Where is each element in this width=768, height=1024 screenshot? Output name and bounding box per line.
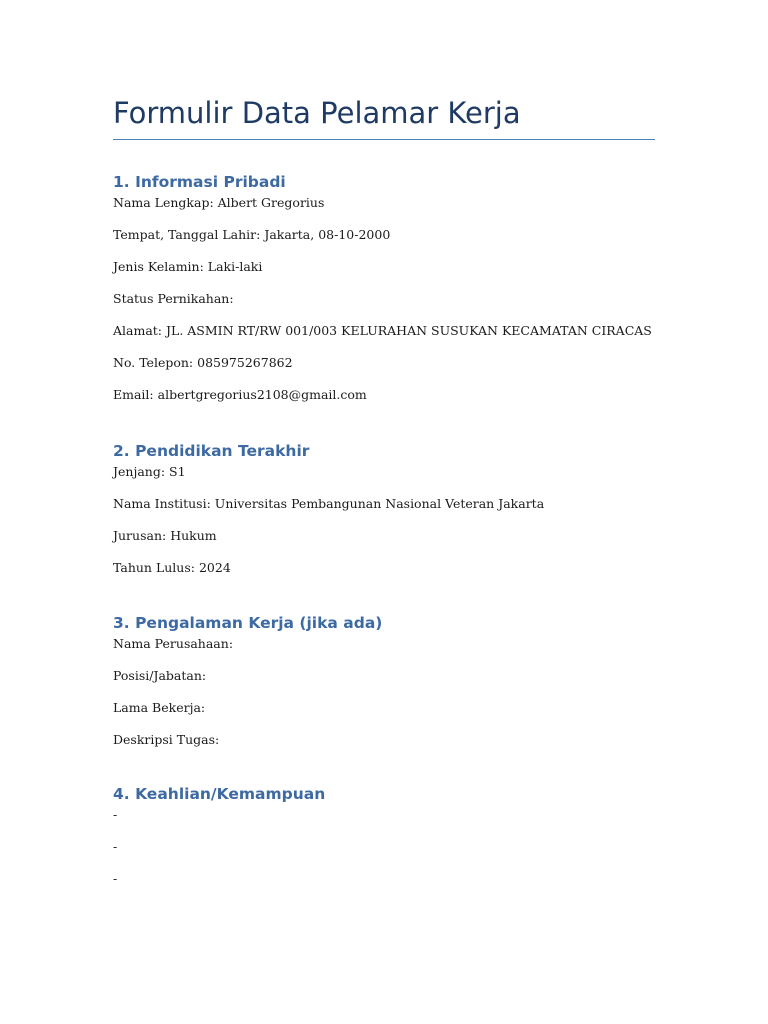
section-skills — [113, 783, 673, 901]
field-graduation-year — [113, 558, 673, 590]
field-label: Jenjang: — [113, 464, 166, 479]
field-value: S1 — [169, 464, 186, 479]
field-company-name — [113, 634, 673, 666]
section-personal-info — [113, 171, 673, 417]
field-label: Nama Institusi: — [113, 496, 211, 511]
field-label: Jenis Kelamin: — [113, 259, 204, 274]
skill-item: - — [113, 839, 118, 854]
field-major — [113, 526, 673, 558]
field-value: Universitas Pembangunan Nasional Veteran Jakarta — [214, 496, 545, 511]
field-value: Jakarta, 08-10-2000 — [264, 227, 391, 242]
section-heading-education: 2. Pendidikan Terakhir — [113, 442, 310, 460]
field-value: Hukum — [170, 528, 217, 543]
field-label: Deskripsi Tugas: — [113, 732, 220, 747]
section-heading-experience: 3. Pengalaman Kerja (jika ada) — [113, 614, 383, 632]
field-job-description — [113, 730, 673, 762]
field-label: Lama Bekerja: — [113, 700, 206, 715]
field-value: albertgregorius2108@gmail.com — [157, 387, 367, 402]
field-label: Tahun Lulus: — [113, 560, 195, 575]
section-heading-personal: 1. Informasi Pribadi — [113, 173, 286, 191]
field-label: Alamat: — [113, 323, 163, 338]
field-institution — [113, 494, 673, 526]
section-education — [113, 440, 673, 590]
field-label: Posisi/Jabatan: — [113, 668, 207, 683]
field-work-duration — [113, 698, 673, 730]
field-label: Status Pernikahan: — [113, 291, 234, 306]
field-level — [113, 462, 673, 494]
field-birth-place-date — [113, 225, 673, 257]
section-heading-skills: 4. Keahlian/Kemampuan — [113, 785, 326, 803]
field-address — [113, 321, 673, 353]
skill-item: - — [113, 871, 118, 886]
field-email — [113, 385, 673, 417]
field-label: Tempat, Tanggal Lahir: — [113, 227, 261, 242]
field-value: 085975267862 — [197, 355, 293, 370]
field-label: Email: — [113, 387, 154, 402]
field-full-name — [113, 193, 673, 225]
field-label: No. Telepon: — [113, 355, 194, 370]
field-marital-status — [113, 289, 673, 321]
field-label: Jurusan: — [113, 528, 167, 543]
title-divider — [113, 139, 655, 140]
field-value: JL. ASMIN RT/RW 001/003 KELURAHAN SUSUKAN KECAMATAN CIRACAS — [166, 323, 652, 338]
field-value: Laki-laki — [207, 259, 263, 274]
document-title: Formulir Data Pelamar Kerja — [113, 96, 521, 130]
section-work-experience — [113, 612, 673, 762]
field-value: 2024 — [198, 560, 231, 575]
field-phone — [113, 353, 673, 385]
field-label: Nama Lengkap: — [113, 195, 214, 210]
field-label: Nama Perusahaan: — [113, 636, 234, 651]
field-gender — [113, 257, 673, 289]
skill-item: - — [113, 807, 118, 822]
field-value: Albert Gregorius — [217, 195, 325, 210]
field-position — [113, 666, 673, 698]
